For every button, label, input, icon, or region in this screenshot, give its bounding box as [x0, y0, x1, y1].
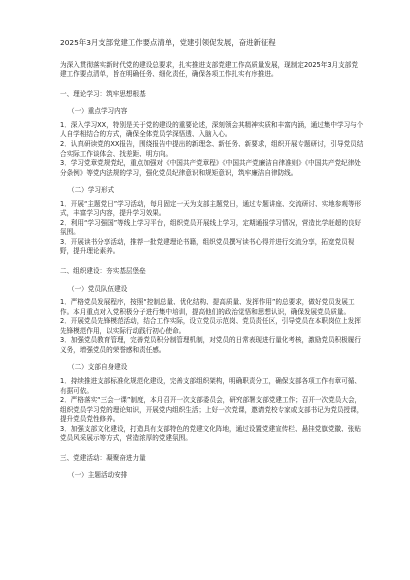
list-item: 3．学习党章党规党纪，重点加强对《中国共产党章程》《中国共产党廉洁自律准则》《中国共产党纪律处分条例》等党内法规的学习，强化党员纪律意识和规矩意识，筑牢廉洁自律防线。 — [60, 159, 361, 177]
section-heading: 三、党建活动：凝聚奋进力量 — [60, 453, 146, 462]
section-heading: 二、组织建设：夯实基层堡垒 — [60, 267, 146, 276]
list-item: 2．利用“学习强国”等线上学习平台，组织党员开展线上学习，定期通报学习情况，营造比学赶超的良好氛围。 — [60, 218, 362, 237]
list-item: 3．加强党员教育管理，完善党员积分制管理机制，对党员的日常表现进行量化考核，激励党员积极履行义务，增强党员的荣誉感和责任感。 — [60, 336, 361, 354]
subsection-heading: （二）学习形式 — [68, 186, 115, 195]
list-item: 3．开展读书分享活动，推荐一批党建理论书籍，组织党员撰写读书心得并进行交流分享，拓宽党员视野，提升理论素养。 — [60, 237, 355, 256]
subsection-heading: （一）主题活动安排 — [68, 471, 128, 480]
list-item: 2．开展党员先锋模范活动，结合工作实际，设立党员示范岗、党员责任区，引导党员在本职岗位上发挥先锋模范作用，以实际行动践行初心使命。 — [60, 317, 361, 335]
intro-paragraph: 为深入贯彻落实新时代党的建设总要求，扎实推进支部党建工作高质量发展，现制定2025年3月支部党建工作要点清单，旨在明确任务、细化责任，确保各项工作扎实有序推进。 — [60, 60, 358, 79]
document-title: 2025年3月支部党建工作要点清单，党建引领促发展，奋进新征程 — [60, 38, 276, 47]
subsection-heading: （一）党员队伍建设 — [68, 284, 128, 293]
list-item: 1．开展“主题党日”学习活动，每月固定一天为支部主题党日，通过专题讲座、交流研讨、实地参观等形式，丰富学习内容，提升学习效果。 — [60, 199, 362, 218]
list-item: 2．认真研读党的XX报告，围绕报告中提出的新理念、新任务、新要求，组织开展专题研讨，引导党员结合实际工作谈体会、找差距、明方向。 — [60, 140, 364, 158]
list-item: 2．严格落实“三会一课”制度，本月召开一次支部委员会，研究部署支部党建工作；召开一次党员大会，组织党员学习党的理论知识，开展党内组织生活；上好一次党课，邀请党校专家或支部书记为党员授课，提升党员党性修养。 — [60, 396, 364, 424]
list-item: 1．深入学习XX，特别是关于党的建设的重要论述，深刻领会其精神实质和丰富内涵，通过集中学习与个人自学相结合的方式，确保全体党员学深悟透、入脑入心。 — [60, 120, 364, 139]
section-heading: 一、理论学习：筑牢思想根基 — [60, 89, 146, 98]
list-item: 3．加强支部文化建设，打造具有支部特色的党建文化阵地，通过设置党建宣传栏、悬挂党旗党徽、张贴党员风采展示等方式，营造浓厚的党建氛围。 — [60, 424, 361, 443]
list-item: 1．严格党员发展程序，按照“控制总量、优化结构、提高质量、发挥作用”的总要求，做好党员发展工作。本月重点对入党积极分子进行集中培训，提高他们的政治觉悟和思想认识，确保发展党员质量。 — [60, 298, 355, 316]
list-item: 1．持续推进支部标准化规范化建设，完善支部组织架构，明确职责分工，确保支部各项工作有章可循、有据可依。 — [60, 376, 361, 395]
subsection-heading: （一）重点学习内容 — [68, 107, 128, 116]
subsection-heading: （二）支部自身建设 — [68, 363, 128, 372]
